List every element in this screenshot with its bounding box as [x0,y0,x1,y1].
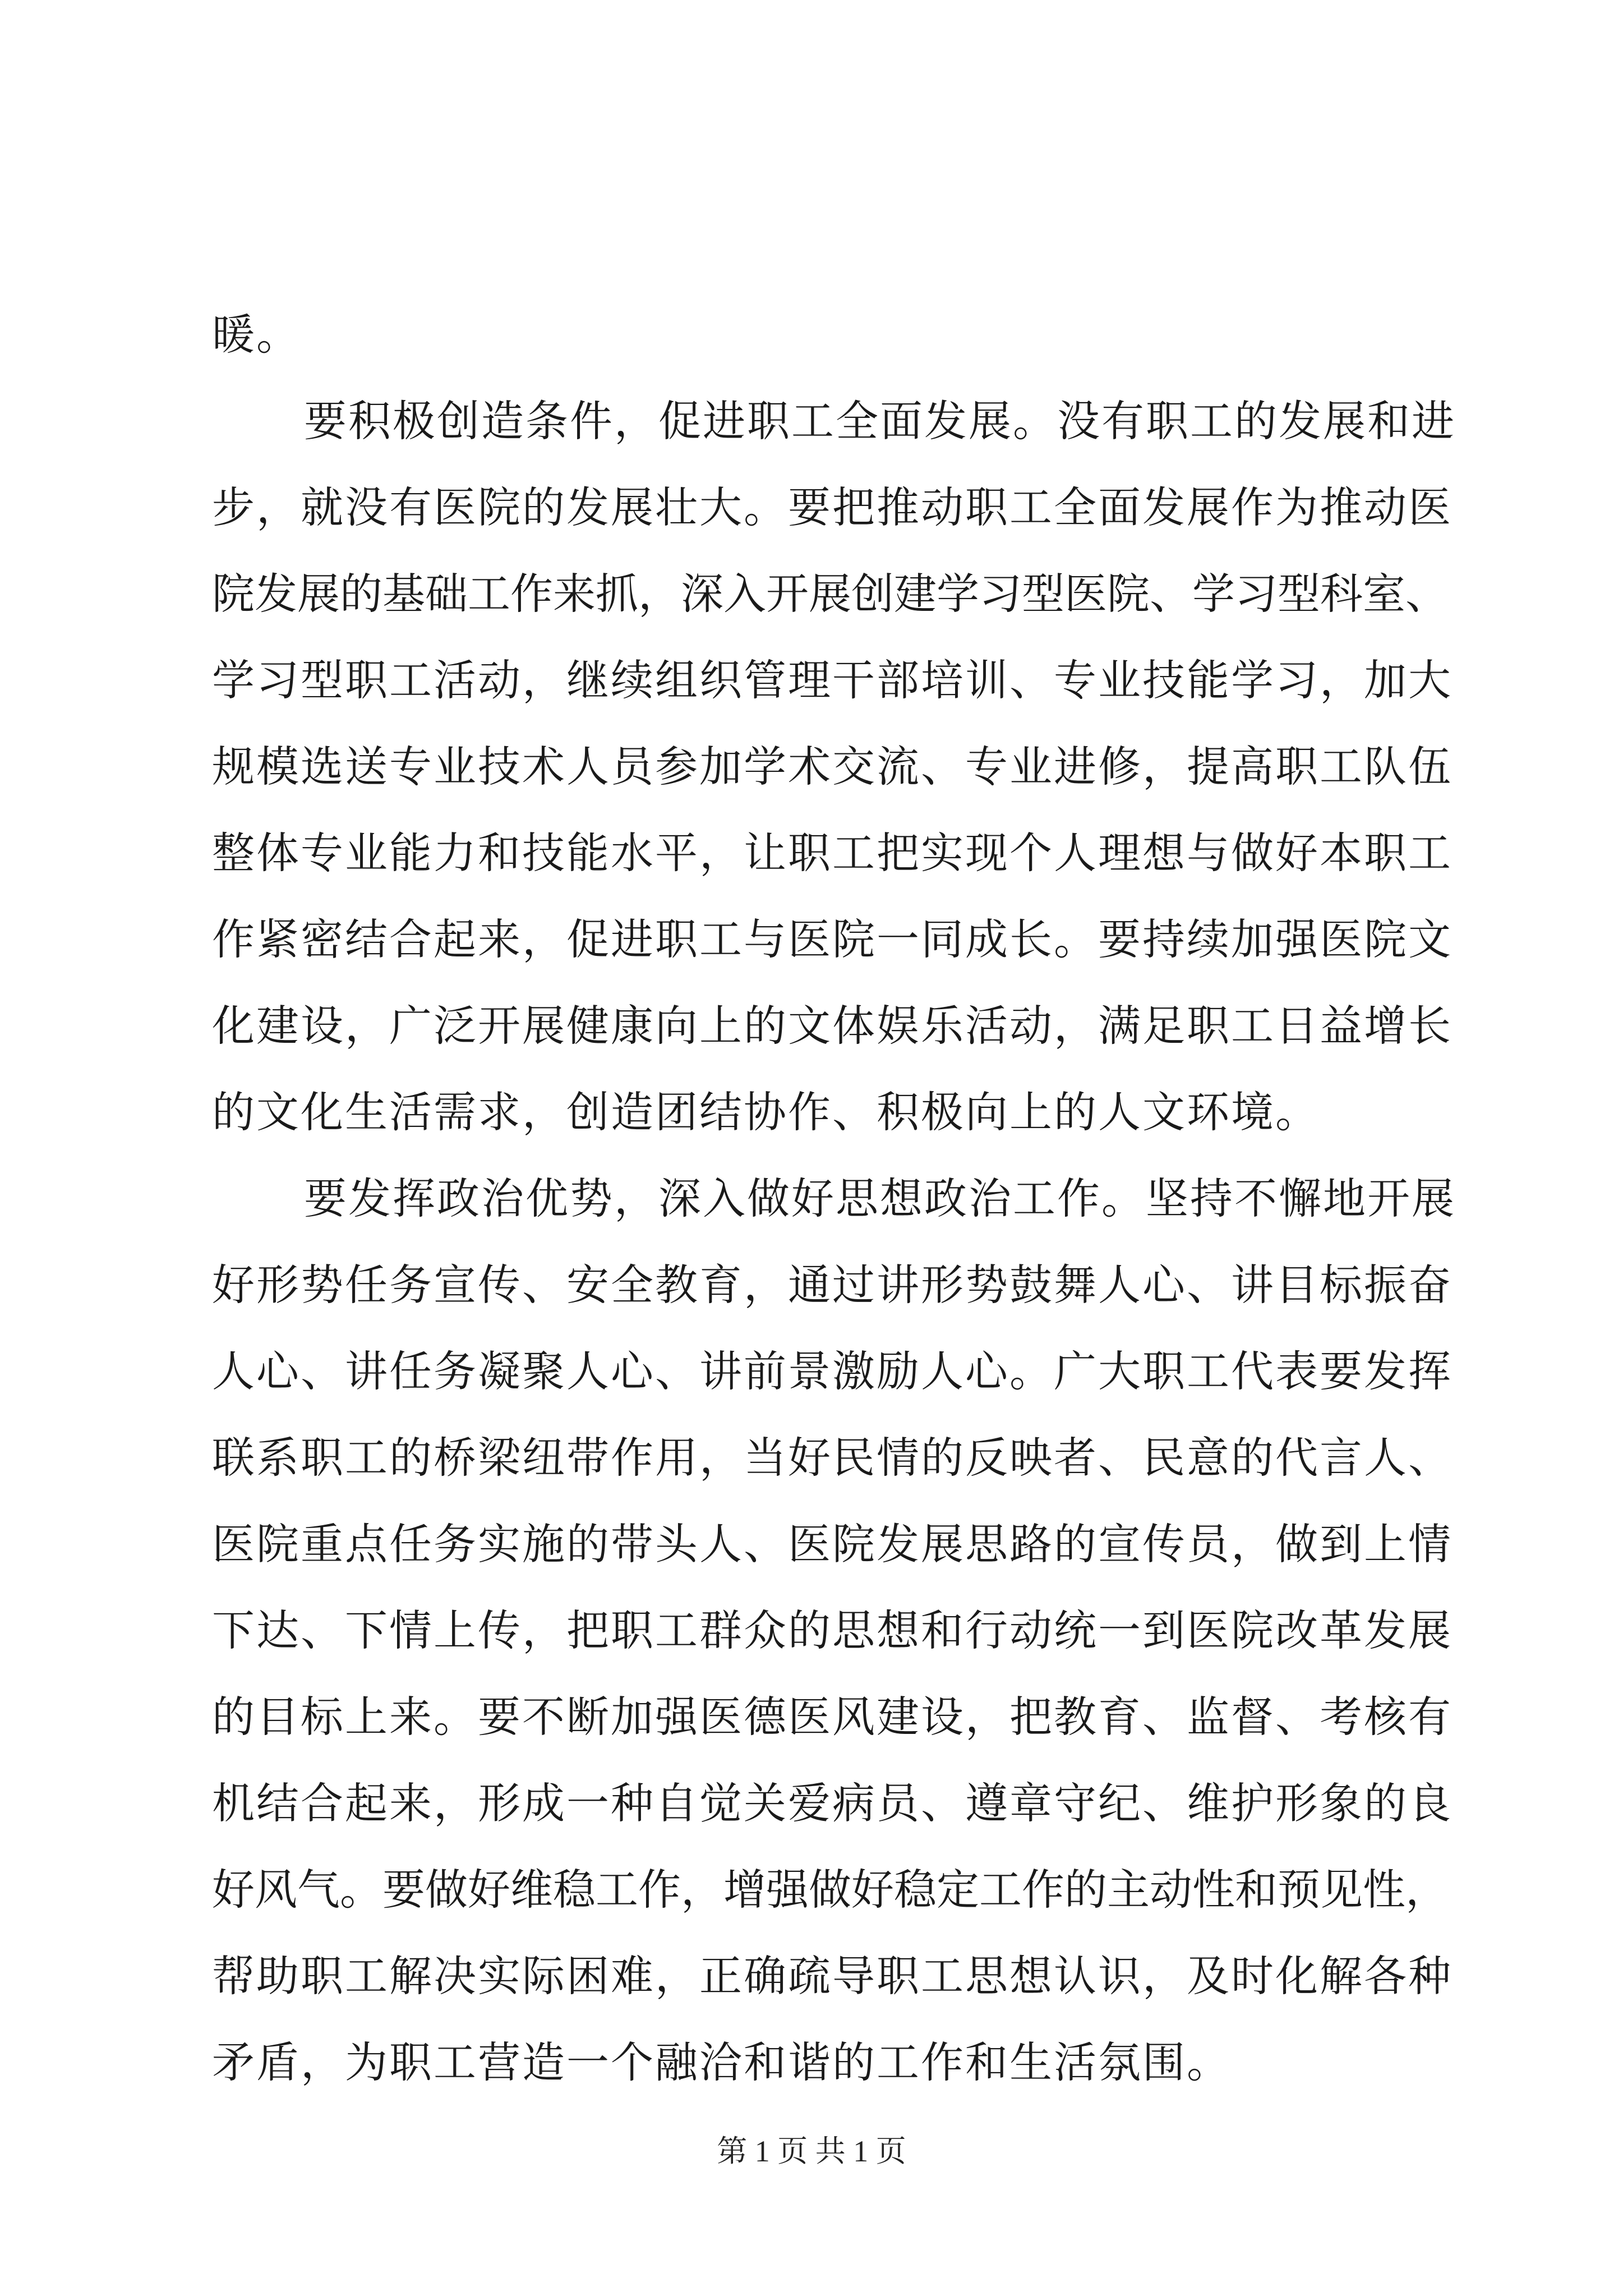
document-body [212,292,1456,2106]
paragraph-first-line: 要积极创造条件，促进职工全面发展。没有职工的发展和进 [304,396,1456,446]
text-line: 帮助职工解决实际困难，正确疏导职工思想认识，及时化解各种 [212,1951,1453,2001]
text-line: 好形势任务宣传、安全教育，通过讲形势鼓舞人心、讲目标振奋 [212,1260,1453,1310]
text-line: 步，就没有医院的发展壮大。要把推动职工全面发展作为推动医 [212,482,1453,532]
text-line: 作紧密结合起来，促进职工与医院一同成长。要持续加强医院文 [212,914,1453,964]
text-line: 医院重点任务实施的带头人、医院发展思路的宣传员，做到上情 [212,1519,1453,1569]
text-line: 学习型职工活动，继续组织管理干部培训、专业技能学习，加大 [212,655,1453,705]
paragraph-first-line: 要发挥政治优势，深入做好思想政治工作。坚持不懈地开展 [304,1174,1456,1223]
text-line: 暖。 [212,310,301,360]
text-line: 矛盾，为职工营造一个融洽和谐的工作和生活氛围。 [212,2037,1231,2087]
text-line: 人心、讲任务凝聚人心、讲前景激励人心。广大职工代表要发挥 [212,1346,1453,1396]
text-line: 下达、下情上传，把职工群众的思想和行动统一到医院改革发展 [212,1605,1453,1655]
text-line: 的目标上来。要不断加强医德医风建设，把教育、监督、考核有 [212,1692,1453,1742]
text-line: 整体专业能力和技能水平，让职工把实现个人理想与做好本职工 [212,828,1453,878]
text-line: 化建设，广泛开展健康向上的文体娱乐活动，满足职工日益增长 [212,1001,1453,1051]
page-number-footer: 第 1 页 共 1 页 [717,2134,906,2168]
text-line: 机结合起来，形成一种自觉关爱病员、遵章守纪、维护形象的良 [212,1778,1453,1828]
text-line: 联系职工的桥梁纽带作用，当好民情的反映者、民意的代言人、 [212,1433,1453,1483]
text-line: 的文化生活需求，创造团结协作、积极向上的人文环境。 [212,1087,1320,1137]
text-line: 好风气。要做好维稳工作，增强做好稳定工作的主动性和预见性， [212,1865,1448,1915]
text-line: 规模选送专业技术人员参加学术交流、专业进修，提高职工队伍 [212,742,1453,792]
text-line: 院发展的基础工作来抓，深入开展创建学习型医院、学习型科室、 [212,569,1448,619]
